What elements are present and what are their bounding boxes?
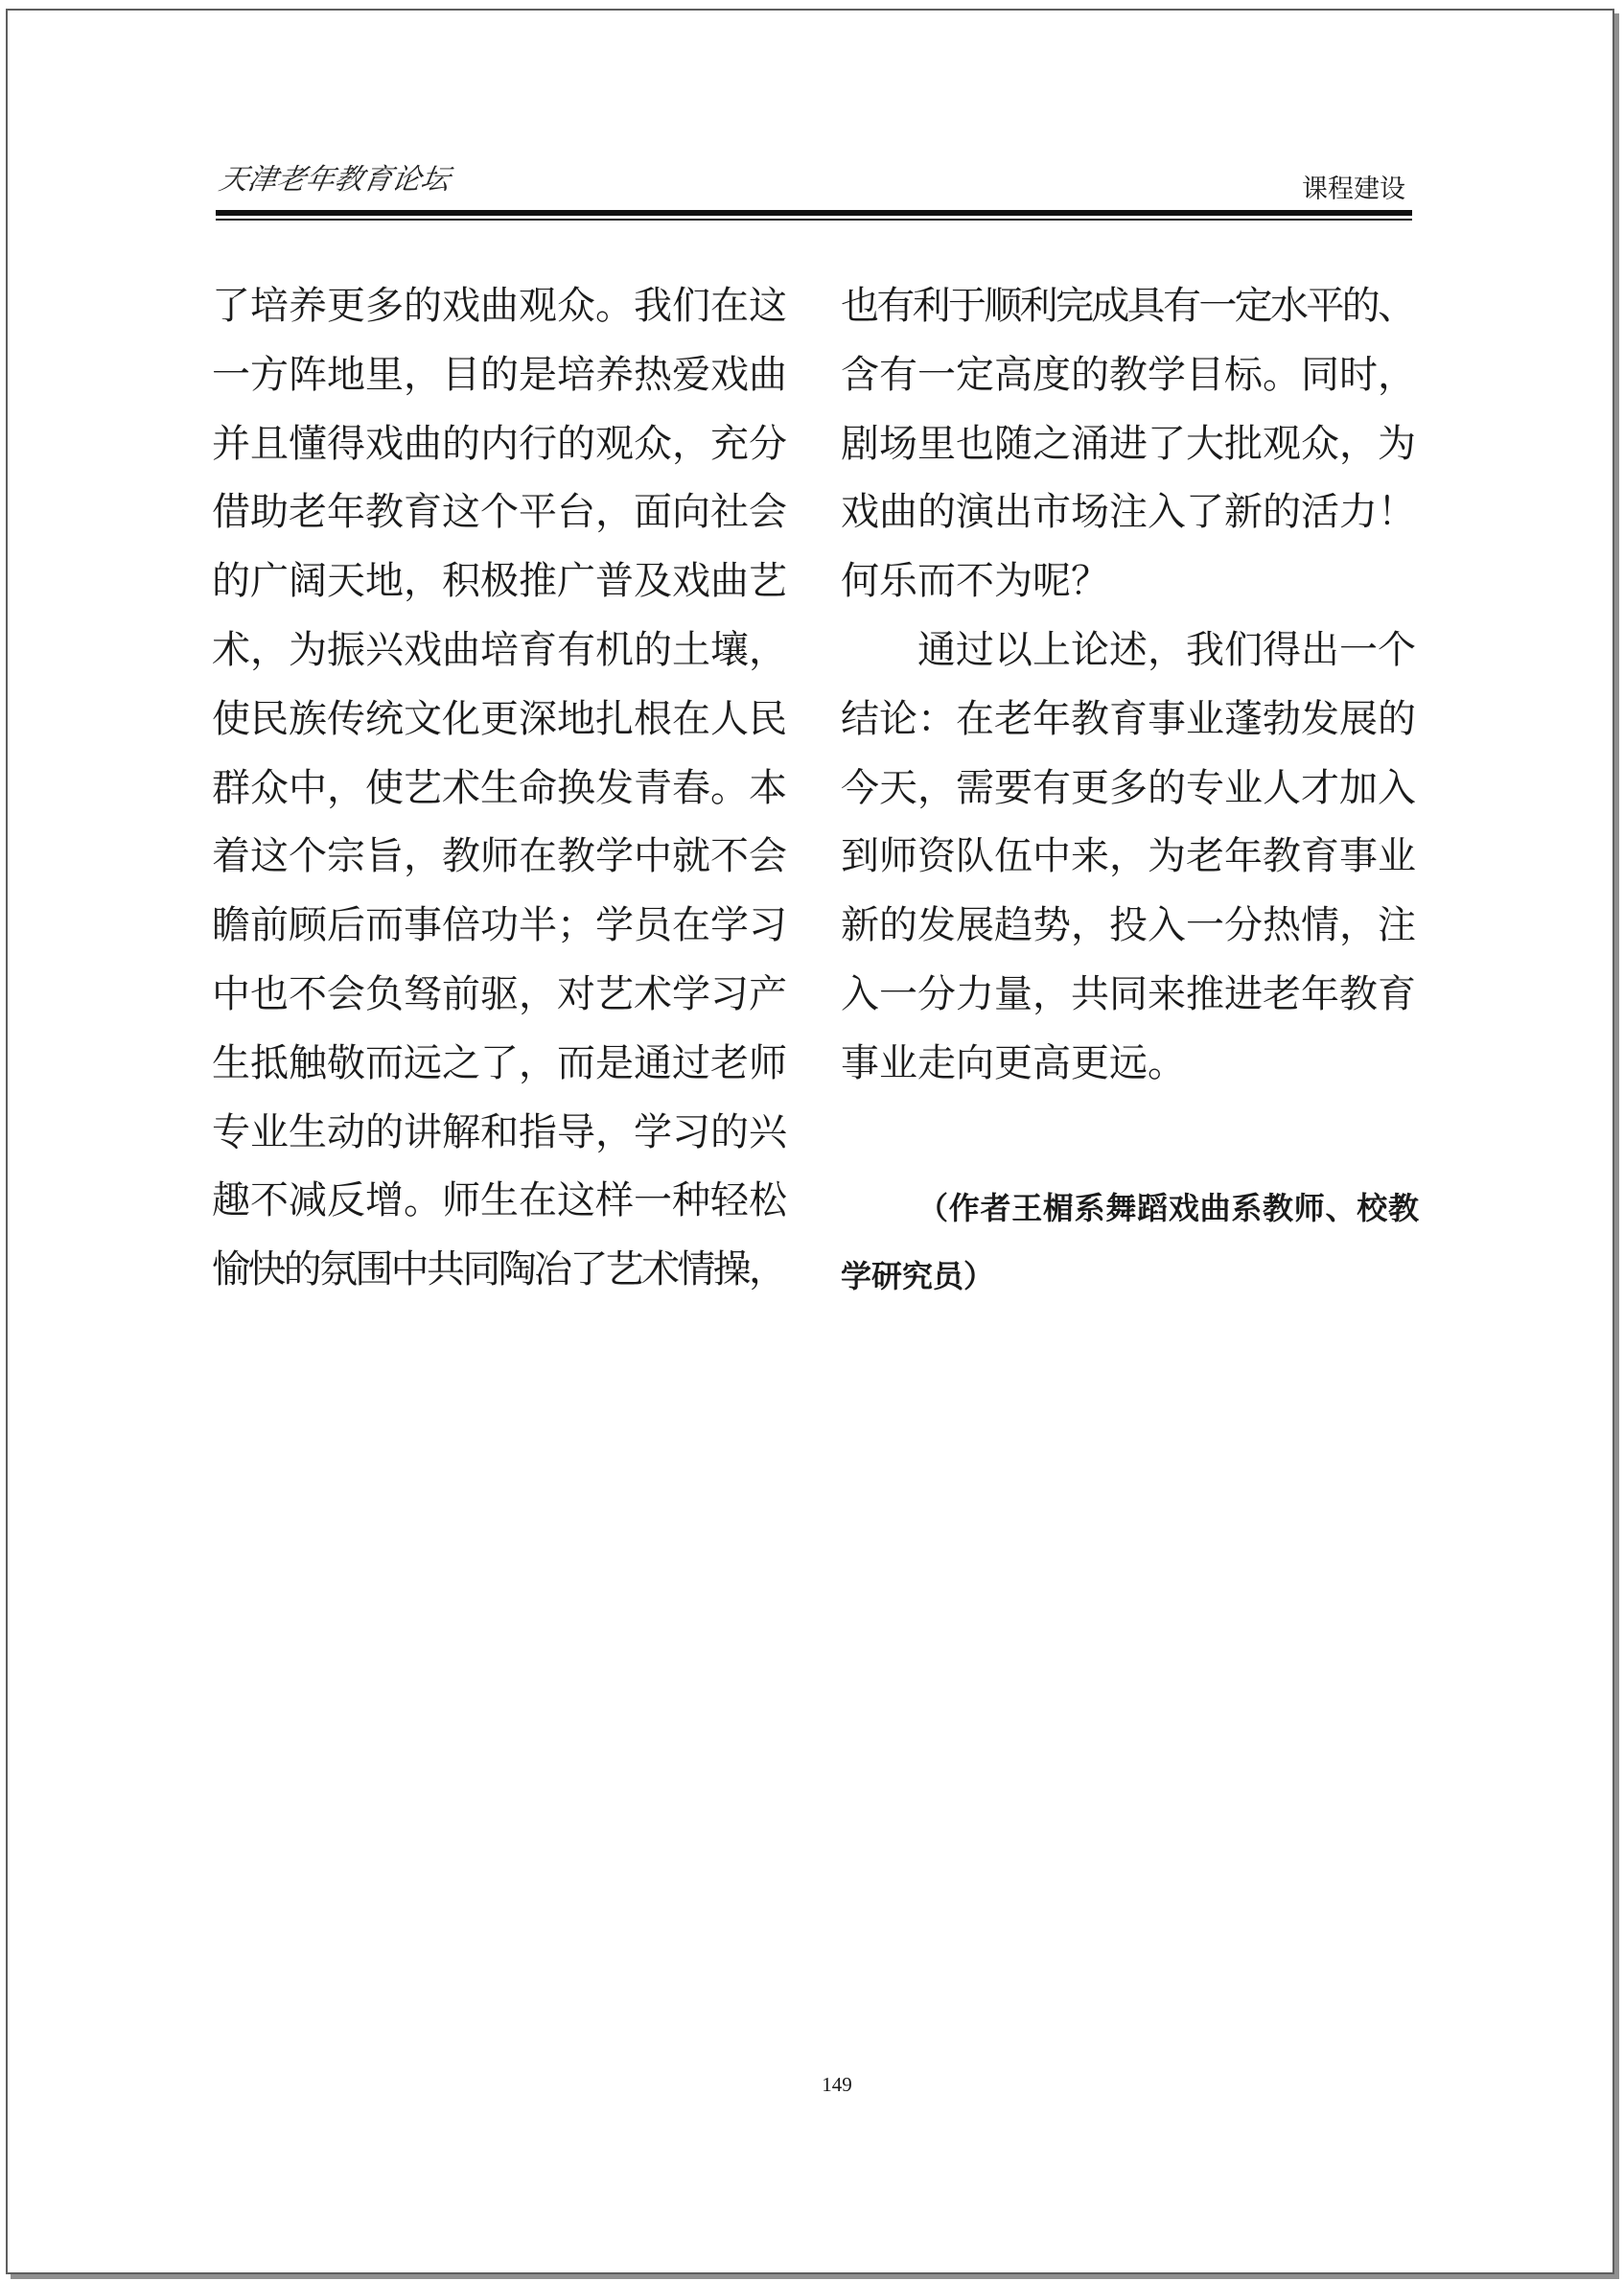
body-text-line: 何乐而不为呢？ <box>841 559 1109 603</box>
header-rule-thick <box>216 210 1412 216</box>
body-text-line: 事业走向更高更远。 <box>841 1040 1186 1084</box>
body-text-line: 愉快的氛围中共同陶冶了艺术情操， <box>212 1247 785 1292</box>
body-text-line: 的广阔天地，积极推广普及戏曲艺 <box>212 559 787 603</box>
body-text-line: 并且懂得戏曲的内行的观众，充分 <box>212 421 787 465</box>
page-number: 149 <box>822 2073 852 2096</box>
section-title: 课程建设 <box>1302 175 1405 203</box>
body-text-line: 中也不会负驽前驱，对艺术学习产 <box>212 971 787 1015</box>
body-text-line: 今天，需要有更多的专业人才加入 <box>841 765 1416 809</box>
body-text-line: 含有一定高度的教学目标。同时， <box>841 352 1416 396</box>
body-text-line: 群众中，使艺术生命换发青春。本 <box>212 765 787 809</box>
body-text-line: 生抵触敬而远之了，而是通过老师 <box>212 1040 787 1084</box>
author-note-line: （作者王楣系舞蹈戏曲系教师、校教 <box>917 1189 1420 1226</box>
body-text-line: 一方阵地里，目的是培养热爱戏曲 <box>212 352 787 396</box>
body-text-line: 使民族传统文化更深地扎根在人民 <box>212 696 787 740</box>
body-text-line: 了培养更多的戏曲观众。我们在这 <box>212 284 787 327</box>
author-note <box>841 1175 1420 1313</box>
header-rule-thin <box>216 219 1412 221</box>
body-text-line: 着这个宗旨，教师在教学中就不会 <box>212 834 787 878</box>
body-text-line: 通过以上论述，我们得出一个 <box>841 627 1416 671</box>
right-column <box>841 271 1420 1312</box>
left-column <box>212 271 787 1304</box>
body-text-line: 也有利于顺利完成具有一定水平的、 <box>841 284 1414 327</box>
body-text-line: 新的发展趋势，投入一分热情，注 <box>841 903 1416 947</box>
body-text-line: 戏曲的演出市场注入了新的活力！ <box>841 490 1416 534</box>
body-text-line: 术，为振兴戏曲培育有机的土壤， <box>212 627 787 671</box>
body-text-line: 专业生动的讲解和指导，学习的兴 <box>212 1109 787 1153</box>
body-text-line: 结论：在老年教育事业蓬勃发展的 <box>841 696 1416 740</box>
author-note-line: 学研究员） <box>841 1258 995 1295</box>
body-text-line: 入一分力量，共同来推进老年教育 <box>841 971 1416 1015</box>
body-text-line: 剧场里也随之涌进了大批观众，为 <box>841 421 1416 465</box>
journal-logo: 天津老年教育论坛 <box>216 163 453 197</box>
body-text-line: 趣不减反增。师生在这样一种轻松 <box>212 1178 787 1222</box>
body-text-line: 到师资队伍中来，为老年教育事业 <box>841 834 1416 878</box>
body-text-line: 借助老年教育这个平台，面向社会 <box>212 490 787 534</box>
body-text-line: 瞻前顾后而事倍功半；学员在学习 <box>212 903 787 947</box>
right-column-body <box>841 271 1416 1098</box>
